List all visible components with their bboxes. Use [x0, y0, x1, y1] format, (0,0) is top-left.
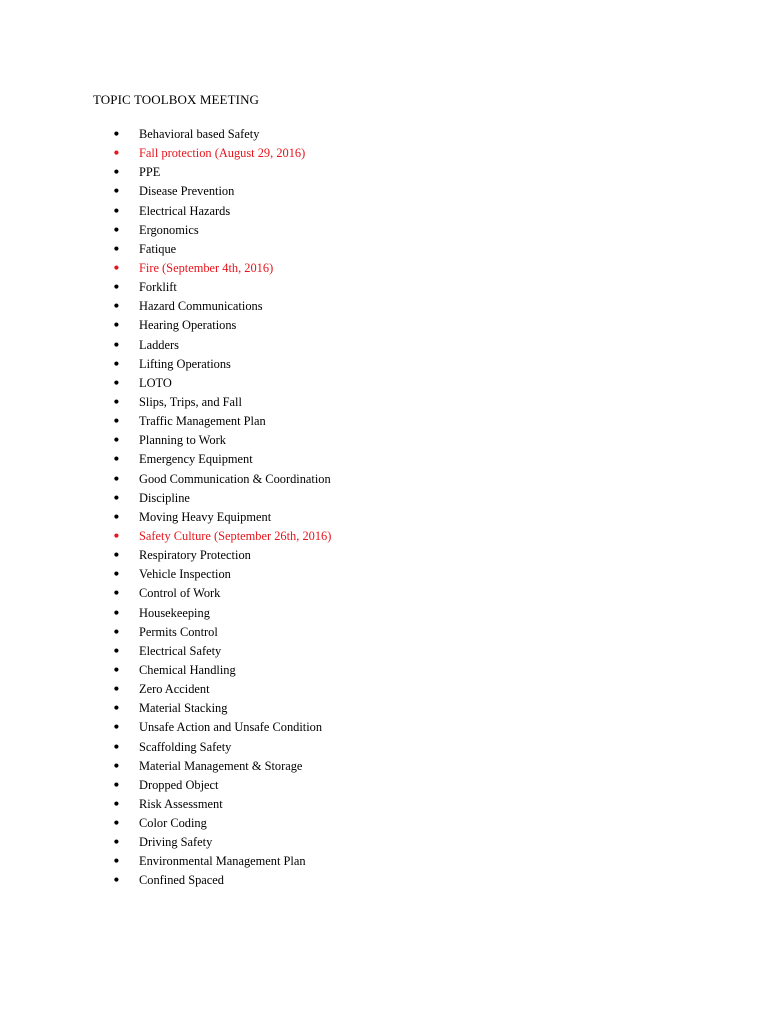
- bullet-icon: [114, 489, 124, 510]
- list-item-label: Safety Culture (September 26th, 2016): [139, 528, 332, 543]
- bullet-icon: [114, 470, 124, 491]
- bullet-icon: [114, 642, 124, 663]
- list-item-label: Unsafe Action and Unsafe Condition: [139, 720, 323, 735]
- bullet-icon: [114, 259, 124, 280]
- list-item-label: PPE: [139, 165, 161, 180]
- list-item-label: Behavioral based Safety: [139, 127, 260, 141]
- bullet-icon: [114, 738, 124, 759]
- bullet-icon: [114, 604, 124, 625]
- list-item-label: Color Coding: [139, 816, 207, 831]
- bullet-icon: [114, 565, 124, 586]
- list-item-label: Material Stacking: [139, 701, 228, 716]
- list-item-label: Permits Control: [139, 624, 218, 639]
- list-item-label: Fall protection (August 29, 2016): [139, 146, 306, 161]
- bullet-icon: [114, 374, 124, 395]
- bullet-icon: [114, 833, 124, 854]
- list-item-label: Disease Prevention: [139, 184, 235, 199]
- bullet-icon: [114, 240, 124, 261]
- bullet-icon: [114, 546, 124, 567]
- list-item-label: Control of Work: [139, 586, 221, 601]
- list-item-label: Ergonomics: [139, 222, 199, 237]
- list-item-label: Good Communication & Coordination: [139, 471, 331, 486]
- bullet-icon: [114, 316, 124, 337]
- bullet-icon: [114, 680, 124, 701]
- bullet-icon: [114, 718, 124, 739]
- list-item-label: Risk Assessment: [139, 796, 223, 811]
- bullet-icon: [114, 871, 124, 892]
- bullet-icon: [114, 795, 124, 816]
- list-item-label: Dropped Object: [139, 777, 219, 792]
- bullet-icon: [114, 144, 124, 165]
- list-item-label: Confined Spaced: [139, 873, 224, 888]
- list-item-label: Lifting Operations: [139, 356, 231, 371]
- bullet-icon: [114, 431, 124, 452]
- bullet-icon: [114, 527, 124, 548]
- list-item-label: Scaffolding Safety: [139, 739, 232, 754]
- list-item-label: LOTO: [139, 375, 172, 390]
- list-item-label: Discipline: [139, 490, 190, 505]
- bullet-icon: [114, 814, 124, 835]
- bullet-icon: [114, 623, 124, 644]
- bullet-icon: [114, 278, 124, 299]
- bullet-icon: [114, 163, 124, 184]
- bullet-icon: [114, 182, 124, 203]
- bullet-icon: [114, 699, 124, 720]
- bullet-icon: [114, 508, 124, 529]
- list-item-label: Electrical Hazards: [139, 203, 231, 218]
- list-item-label: Housekeeping: [139, 605, 210, 620]
- list-item-label: Chemical Handling: [139, 662, 236, 677]
- bullet-icon: [114, 412, 124, 433]
- bullet-icon: [114, 336, 124, 357]
- list-item-label: Driving Safety: [139, 835, 213, 850]
- list-item-label: Forklift: [139, 280, 177, 295]
- bullet-icon: [114, 393, 124, 414]
- list-item-label: Slips, Trips, and Fall: [139, 394, 242, 409]
- bullet-icon: [114, 661, 124, 682]
- list-item-label: Respiratory Protection: [139, 548, 251, 563]
- list-item-label: Moving Heavy Equipment: [139, 509, 272, 524]
- list-item-label: Fatique: [139, 241, 177, 256]
- bullet-icon: [114, 584, 124, 605]
- list-item-label: Electrical Safety: [139, 643, 222, 658]
- list-item-label: Emergency Equipment: [139, 452, 253, 467]
- list-item-label: Planning to Work: [139, 433, 226, 448]
- bullet-icon: [114, 221, 124, 242]
- list-item-label: Fire (September 4th, 2016): [139, 260, 274, 275]
- list-item-label: Hearing Operations: [139, 318, 237, 333]
- bullet-icon: [114, 297, 124, 318]
- bullet-icon: [114, 202, 124, 223]
- list-item-label: Vehicle Inspection: [139, 567, 231, 582]
- list-item-label: Hazard Communications: [139, 299, 263, 314]
- list-item-label: Environmental Management Plan: [139, 854, 306, 869]
- document-title: TOPIC TOOLBOX MEETING: [93, 92, 260, 107]
- bullet-icon: [114, 355, 124, 376]
- bullet-icon: [114, 776, 124, 797]
- list-item-label: Ladders: [139, 337, 179, 352]
- bullet-icon: [114, 757, 124, 778]
- list-item-label: Material Management & Storage: [139, 758, 303, 773]
- list-item-label: Zero Accident: [139, 682, 210, 697]
- bullet-icon: [114, 852, 124, 873]
- bullet-icon: [114, 125, 124, 146]
- list-item-label: Traffic Management Plan: [139, 414, 266, 429]
- bullet-icon: [114, 450, 124, 471]
